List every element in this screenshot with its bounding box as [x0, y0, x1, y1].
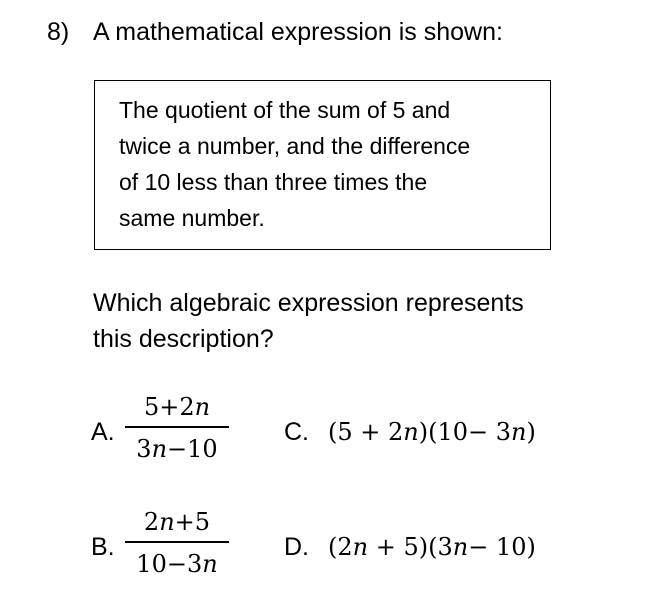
ask-line: Which algebraic expression represents: [93, 289, 524, 317]
choice-b-numerator: 2n+5: [143, 508, 211, 536]
description-text: [119, 92, 544, 236]
choice-b-letter[interactable]: B.: [91, 533, 115, 561]
fraction-bar: [125, 541, 229, 543]
choice-c-letter[interactable]: C.: [284, 418, 309, 446]
fraction-bar: [125, 426, 229, 428]
choice-b-denominator: 10−3n: [136, 550, 218, 578]
choice-d-letter[interactable]: D.: [284, 533, 309, 561]
question-ask: [93, 285, 613, 357]
description-line: twice a number, and the difference: [119, 133, 471, 159]
description-line: of 10 less than three times the: [119, 169, 428, 195]
choice-a-denominator: 3n−10: [136, 435, 218, 463]
ask-line: this description?: [93, 325, 274, 353]
question-number: 8): [47, 18, 70, 46]
choice-a-letter[interactable]: A.: [91, 418, 115, 446]
choice-c-expression[interactable]: (5 + 2n)(10− 3n): [328, 418, 536, 446]
description-line: The quotient of the sum of 5 and: [119, 97, 451, 123]
choice-b-fraction[interactable]: [125, 507, 229, 579]
choice-a-numerator: 5+2n: [143, 393, 211, 421]
choice-a-fraction[interactable]: [125, 392, 229, 464]
description-line: same number.: [119, 205, 265, 231]
question-prompt: A mathematical expression is shown:: [93, 18, 503, 46]
description-box: [94, 80, 551, 250]
choice-d-expression[interactable]: (2n + 5)(3n− 10): [328, 533, 536, 561]
